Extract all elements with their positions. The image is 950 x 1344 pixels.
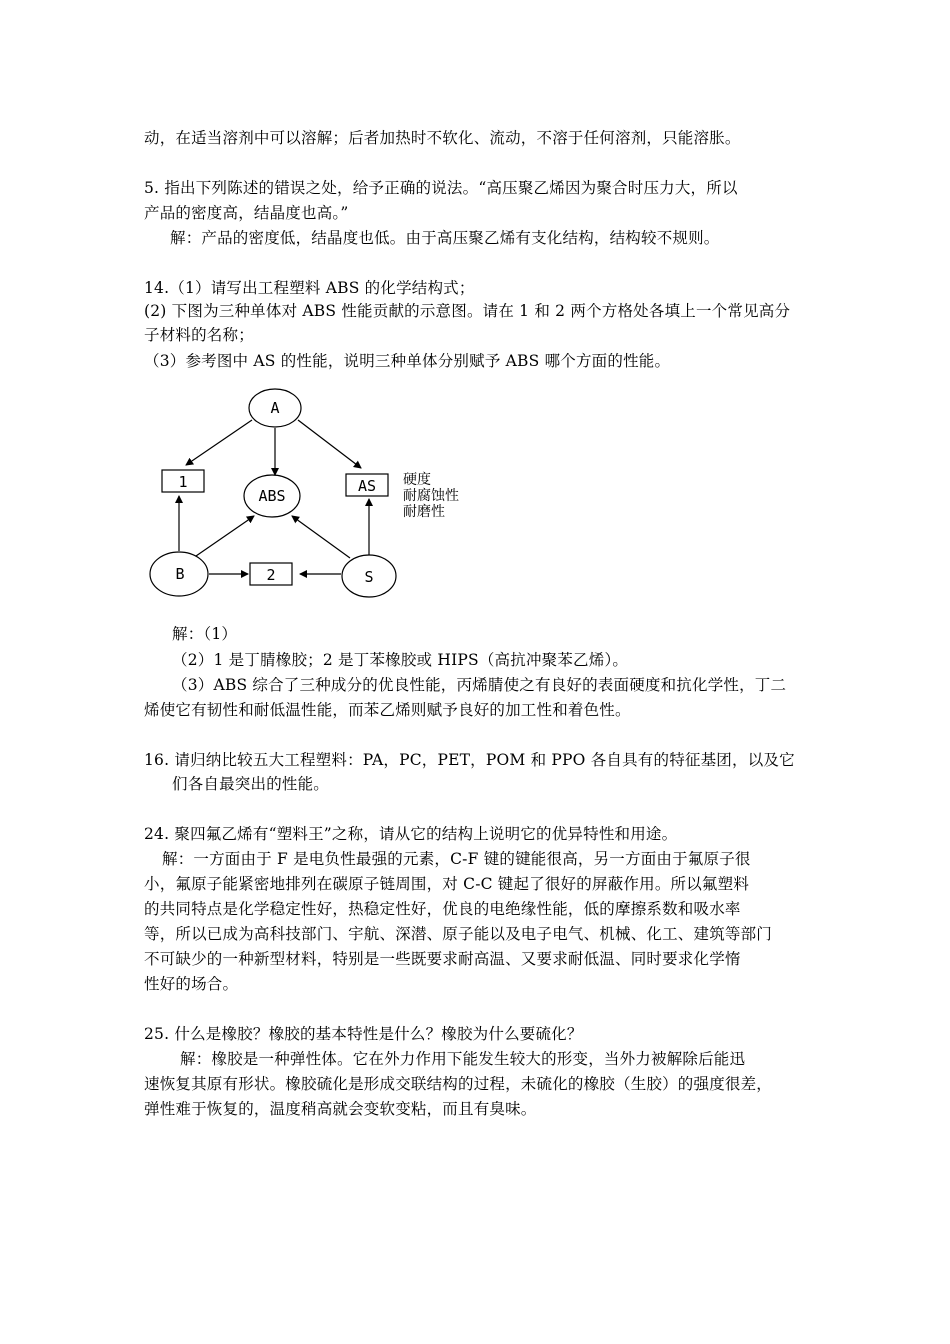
text-line: （2）1 是丁腈橡胶；2 是丁苯橡胶或 HIPS（高抗冲聚苯乙烯）。	[172, 651, 629, 669]
text-line: （3）参考图中 AS 的性能，说明三种单体分别赋予 ABS 哪个方面的性能。	[144, 352, 671, 370]
arrow-a-to-1	[186, 420, 252, 465]
text-line: 动，在适当溶剂中可以溶解；后者加热时不软化、流动，不溶于任何溶剂，只能溶胀。	[144, 129, 741, 147]
answer-25: 解：橡胶是一种弹性体。它在外力作用下能发生较大的形变，当外力被解除后能迅	[180, 1050, 746, 1068]
text-line: 小，氟原子能紧密地排列在碳原子链周围，对 C-C 键起了很好的屏蔽作用。所以氟塑料	[144, 875, 750, 893]
question-14: 14.（1）请写出工程塑料 ABS 的化学结构式；	[144, 279, 475, 297]
text-line: 弹性难于恢复的，温度稍高就会变软变粘，而且有臭味。	[144, 1100, 537, 1118]
answer-14: 解：（1）	[172, 625, 238, 643]
node-a-label: A	[270, 399, 280, 417]
arrow-s-to-abs	[292, 516, 350, 558]
text-line: 子材料的名称；	[144, 326, 254, 344]
question-25: 25. 什么是橡胶？橡胶的基本特性是什么？橡胶为什么要硫化？	[144, 1025, 583, 1043]
text-line: 烯使它有韧性和耐低温性能，而苯乙烯则赋予良好的加工性和着色性。	[144, 701, 631, 719]
text-line: （3）ABS 综合了三种成分的优良性能，丙烯腈使之有良好的表面硬度和抗化学性，丁二	[172, 676, 787, 694]
answer-24: 解：一方面由于 F 是电负性最强的元素，C-F 键的键能很高，另一方面由于氟原子很	[162, 850, 751, 868]
box-2-label: 2	[266, 566, 276, 584]
node-b-label: B	[175, 565, 185, 583]
box-as-label: AS	[357, 477, 377, 495]
text-line: 的共同特点是化学稳定性好，热稳定性好，优良的电绝缘性能，低的摩擦系数和吸水率	[144, 900, 741, 918]
abs-monomer-diagram	[148, 388, 488, 602]
question-16: 16. 请归纳比较五大工程塑料：PA，PC，PET，POM 和 PPO 各自具有的特征基团，以及它	[144, 751, 795, 769]
node-s-label: S	[364, 568, 374, 586]
box-1-label: 1	[178, 473, 188, 491]
text-line: 不可缺少的一种新型材料，特别是一些既要求耐高温、又要求耐低温、同时要求化学惰	[144, 950, 741, 968]
text-line: (2) 下图为三种单体对 ABS 性能贡献的示意图。请在 1 和 2 两个方格处各填上一个常见高分	[144, 302, 791, 320]
as-property-wear: 耐磨性	[403, 504, 445, 520]
question-5: 5. 指出下列陈述的错误之处，给予正确的说法。“高压聚乙烯因为聚合时压力大，所以	[144, 179, 738, 197]
text-line: 们各自最突出的性能。	[172, 775, 330, 793]
as-property-hardness: 硬度	[403, 472, 431, 488]
text-line: 性好的场合。	[144, 975, 239, 993]
answer-5: 解：产品的密度低，结晶度也低。由于高压聚乙烯有支化结构，结构较不规则。	[170, 229, 720, 247]
question-24: 24. 聚四氟乙烯有“塑料王”之称，请从它的结构上说明它的优异特性和用途。	[144, 825, 678, 843]
text-line: 等，所以已成为高科技部门、宇航、深潜、原子能以及电子电气、机械、化工、建筑等部门	[144, 925, 773, 943]
arrow-b-to-abs	[196, 516, 254, 556]
text-line: 速恢复其原有形状。橡胶硫化是形成交联结构的过程，未硫化的橡胶（生胶）的强度很差，	[144, 1075, 773, 1093]
as-property-corrosion: 耐腐蚀性	[403, 488, 459, 504]
text-line: 产品的密度高，结晶度也高。”	[144, 204, 349, 222]
arrow-a-to-as	[298, 420, 361, 468]
node-abs-label: ABS	[258, 487, 286, 505]
